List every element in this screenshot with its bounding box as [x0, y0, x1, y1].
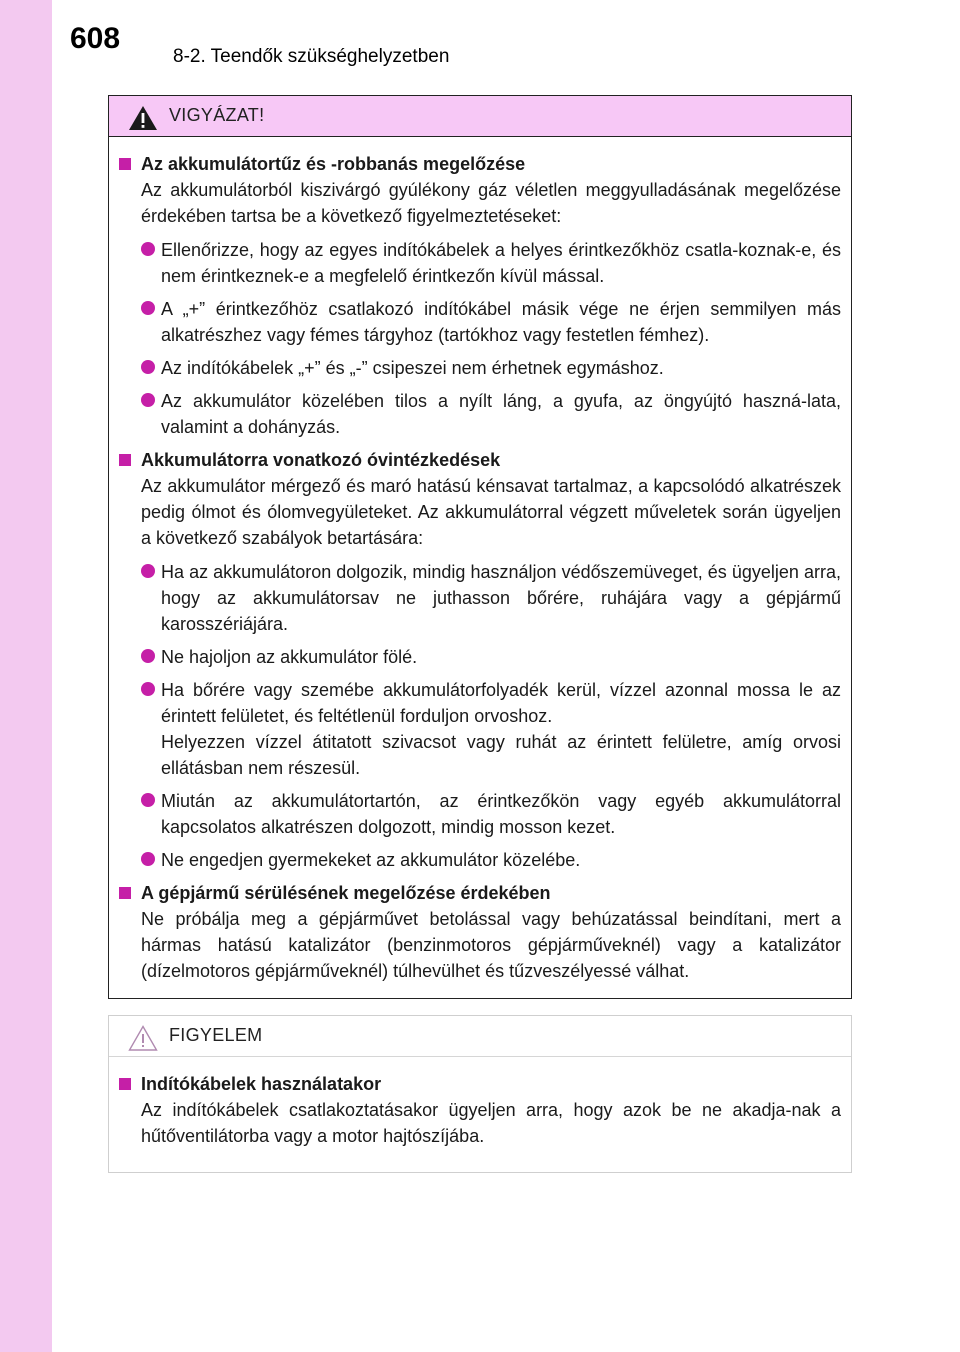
bullet-item: Miután az akkumulátortartón, az érintkezőkön vagy egyéb akkumulátorral kapcsolatos alkatrészen dolgozott, mindig mosson kezet.: [119, 788, 841, 840]
bullet-item: Ne engedjen gyermekeket az akkumulátor közelébe.: [119, 847, 841, 873]
warning-box-title: VIGYÁZAT!: [169, 105, 265, 125]
section-intro: Az indítókábelek csatlakoztatásakor ügyeljen arra, hogy azok be ne akadja-nak a hűtőventilátorba vagy a motor hajtószíjába.: [141, 1100, 841, 1146]
square-bullet-icon: [119, 1078, 131, 1090]
bullet-item: Az akkumulátor közelében tilos a nyílt láng, a gyufa, az öngyújtó haszná-lata, valamint a dohányzás.: [119, 388, 841, 440]
round-bullet-icon: [141, 564, 155, 578]
round-bullet-icon: [141, 649, 155, 663]
round-bullet-icon: [141, 793, 155, 807]
caution-triangle-outline-icon: [127, 1024, 159, 1052]
warning-box-body: [109, 137, 851, 984]
notice-box: [108, 1015, 852, 1173]
square-bullet-icon: [119, 158, 131, 170]
section-intro: Az akkumulátorból kiszivárgó gyúlékony gáz véletlen meggyulladásának megelőzése érdekében tartsa be a következő figyelmeztetéseket:: [141, 180, 841, 226]
notice-box-title: FIGYELEM: [169, 1025, 263, 1045]
warning-box-header: [109, 96, 851, 137]
bullet-item: Az indítókábelek „+” és „-” csipeszei nem érhetnek egymáshoz.: [119, 355, 841, 381]
bullet-item: Ellenőrizze, hogy az egyes indítókábelek a helyes érintkezőkhöz csatla-koznak-e, és nem érintkeznek-e a megfelelő érintkezőn kívül mással.: [119, 237, 841, 289]
bullet-item: Ne hajoljon az akkumulátor fölé.: [119, 644, 841, 670]
round-bullet-icon: [141, 242, 155, 256]
notice-box-body: [109, 1057, 851, 1149]
square-bullet-icon: [119, 454, 131, 466]
round-bullet-icon: [141, 301, 155, 315]
notice-box-header: [109, 1016, 851, 1057]
warning-triangle-icon: [127, 104, 159, 132]
page-number: 608: [70, 22, 121, 55]
section-heading: Indítókábelek használatakor: [119, 1071, 841, 1097]
bullet-item: A „+” érintkezőhöz csatlakozó indítókábel másik vége ne érjen semmilyen más alkatrészhez vagy fémes tárgyhoz (tartókhoz vagy festetlen fémhez).: [119, 296, 841, 348]
bullet-item: Ha bőrére vagy szemébe akkumulátorfolyadék kerül, vízzel azonnal mossa le az érintett felületet, és feltétlenül forduljon orvoshoz. Helyezzen vízzel átitatott szivacsot vagy ruhát az érintett felületre, amíg orvosi ellátásban nem részesül.: [119, 677, 841, 781]
section-intro: Ne próbálja meg a gépjárművet betolással vagy behúzatással beindítani, mert a hármas hatású katalizátor (benzinmotoros gépjárműveknél) vagy a katalizátor (dízelmotoros gépjárműveknél) túlhevülhet és tűzveszélyessé válhat.: [141, 909, 841, 981]
section-intro: Az akkumulátor mérgező és maró hatású kénsavat tartalmaz, a kapcsolódó alkatrészek pedig ólmot és ólomvegyületeket. Az akkumulátorral végzett műveletek során ügyeljen a következő szabályok betartására:: [141, 476, 841, 548]
section-title: 8-2. Teendők szükséghelyzetben: [173, 46, 450, 67]
round-bullet-icon: [141, 393, 155, 407]
section-heading: Az akkumulátortűz és -robbanás megelőzése: [119, 151, 841, 177]
square-bullet-icon: [119, 887, 131, 899]
warning-box: [108, 95, 852, 999]
section-heading: Akkumulátorra vonatkozó óvintézkedések: [119, 447, 841, 473]
section-heading: A gépjármű sérülésének megelőzése érdekében: [119, 880, 841, 906]
round-bullet-icon: [141, 682, 155, 696]
round-bullet-icon: [141, 360, 155, 374]
side-color-strip: [0, 0, 52, 1352]
page-header: [70, 22, 920, 72]
bullet-item: Ha az akkumulátoron dolgozik, mindig használjon védőszemüveget, és ügyeljen arra, hogy az akkumulátorsav ne juthasson bőrére, ruhájára vagy a gépjármű karosszériájára.: [119, 559, 841, 637]
round-bullet-icon: [141, 852, 155, 866]
